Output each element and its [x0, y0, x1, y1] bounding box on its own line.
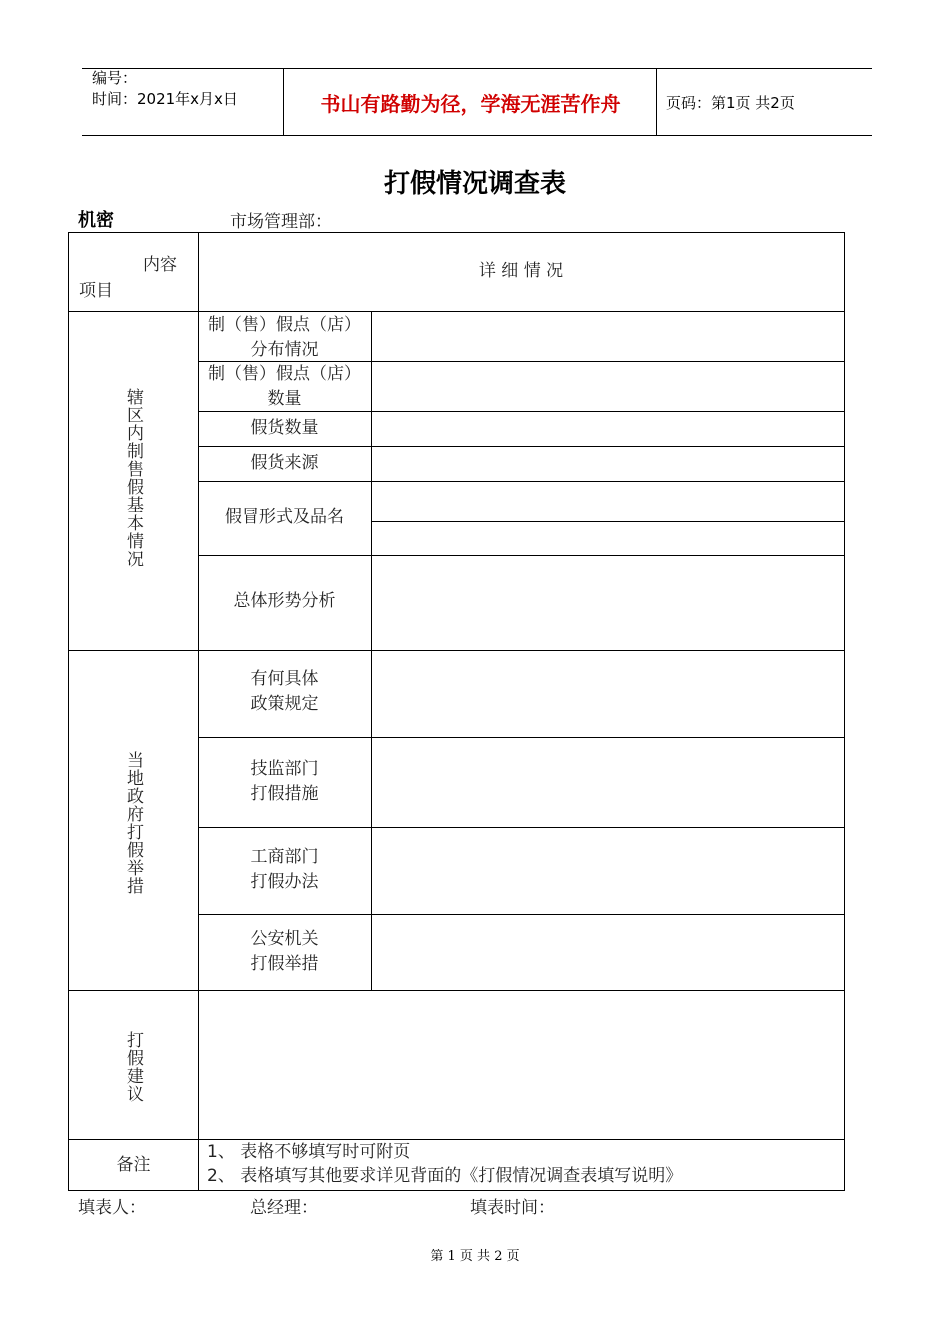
header-divider: [656, 68, 657, 136]
table-rule: [198, 827, 844, 828]
note-item: 2、 表格填写其他要求详见背面的《打假情况调查表填写说明》: [207, 1166, 683, 1186]
page-number: 第 1 页 共 2 页: [430, 1249, 520, 1264]
document-title: 打假情况调查表: [383, 169, 566, 199]
table-rule: [198, 737, 844, 738]
row-fake-source: 假货来源: [250, 453, 319, 473]
filler-label: 填表人：: [78, 1198, 146, 1218]
header-content-label: 内容: [143, 255, 177, 275]
row-distribution: 制（售）假点（店） 分布情况: [208, 315, 361, 360]
slogan: 书山有路勤为径，学海无涯苦作舟: [320, 91, 621, 116]
row-fake-quantity: 假货数量: [250, 418, 319, 438]
header-meta: [92, 68, 238, 110]
survey-table: [68, 232, 845, 1191]
fill-time-label: 填表时间：: [470, 1198, 555, 1218]
table-rule: [371, 650, 372, 990]
header-detail-label: 详 细 情 况: [478, 261, 564, 281]
table-rule: [69, 650, 844, 651]
table-rule: [198, 481, 844, 482]
group-basic-situation: 辖区内制售假基本情况: [123, 388, 143, 568]
confidential-label: 机密: [78, 210, 114, 231]
row-overall-analysis: 总体形势分析: [233, 591, 336, 611]
table-rule: [371, 521, 844, 522]
notes-label: 备注: [116, 1155, 151, 1175]
header-item-label: 项目: [79, 281, 113, 301]
number-label: 编号：: [92, 69, 138, 87]
time-label: 时间：2021年x月x日: [92, 90, 238, 108]
group-government-measures: 当地政府打假举措: [123, 751, 143, 895]
table-rule: [69, 1139, 844, 1140]
table-rule: [198, 446, 844, 447]
manager-label: 总经理：: [250, 1198, 318, 1218]
row-industry-commerce: 工商部门 打假办法: [250, 847, 319, 892]
table-rule: [198, 914, 844, 915]
table-rule: [198, 555, 844, 556]
header-bottom-rule: [82, 135, 872, 136]
row-shop-count: 制（售）假点（店） 数量: [208, 364, 361, 409]
department-label: 市场管理部：: [230, 212, 332, 232]
header-divider: [283, 68, 284, 136]
table-rule: [69, 990, 844, 991]
table-rule: [69, 311, 844, 312]
page-label: 页码：第1页 共2页: [666, 94, 795, 112]
row-quality-supervision: 技监部门 打假措施: [250, 759, 319, 804]
row-public-security: 公安机关 打假举措: [250, 929, 319, 974]
note-item: 1、 表格不够填写时可附页: [207, 1142, 411, 1162]
group-suggestions: 打假建议: [123, 1031, 143, 1103]
row-fake-form: 假冒形式及品名: [225, 507, 344, 527]
row-policy: 有何具体 政策规定: [250, 669, 319, 714]
